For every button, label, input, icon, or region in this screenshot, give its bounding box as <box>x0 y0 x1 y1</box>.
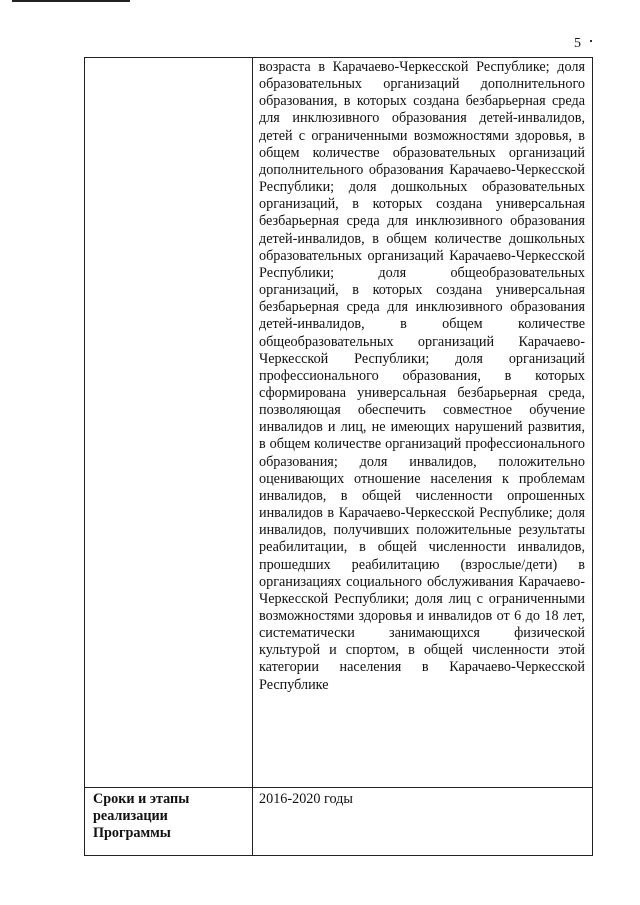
terms-value-cell <box>253 788 593 856</box>
indicators-value-cell <box>253 58 593 788</box>
page-dot-mark <box>590 40 592 42</box>
program-passport-table <box>84 57 593 856</box>
terms-value: 2016-2020 годы <box>259 791 353 807</box>
table-row-terms <box>85 788 593 856</box>
page-number: 5 <box>574 36 581 51</box>
terms-label: Сроки и этапы реализации Программы <box>93 791 190 842</box>
terms-label-cell <box>85 788 253 856</box>
top-edge-rule <box>12 0 130 2</box>
table-row-indicators <box>85 58 593 788</box>
indicators-label-cell <box>85 58 253 788</box>
indicators-text: возраста в Карачаево-Черкесской Республике; доля образовательных организаций дополнительного образования, в которых создана безбарьерная среда для инклюзивного образования детей-инвалидов, детей с ограниченными возможностями здоровья, в общем количестве образовательных организаций дополнительного образования Карачаево-Черкесской Республики; доля дошкольных образовательных организаций, в которых создана универсальная безбарьерная среда для инклюзивного образования детей-инвалидов, в общем количестве дошкольных образовательных организаций Карачаево-Черкесской Республики; доля общеобразовательных организаций, в которых создана универсальная безбарьерная среда для инклюзивного образования детей-инвалидов, в общем количестве общеобразовательных организаций Карачаево-Черкесской Республики; доля организаций профессионального образования, в которых сформирована универсальная безбарьерная среда, позволяющая обеспечить совместное обучение инвалидов и лиц, не имеющих нарушений развития, в общем количестве организаций профессионального образования; доля инвалидов, положительно оценивающих отношение населения к проблемам инвалидов, в общей численности опрошенных инвалидов в Карачаево-Черкесской Республике; доля инвалидов, получивших положительные результаты реабилитации, в общей численности инвалидов, прошедших реабилитацию (взрослые/дети) в организациях социального обслуживания Карачаево-Черкесской Республики; доля лиц с ограниченными возможностями здоровья и инвалидов от 6 до 18 лет, систематически занимающихся физической культурой и спортом, в общей численности этой категории населения в Карачаево-Черкесской Республике <box>259 59 585 693</box>
